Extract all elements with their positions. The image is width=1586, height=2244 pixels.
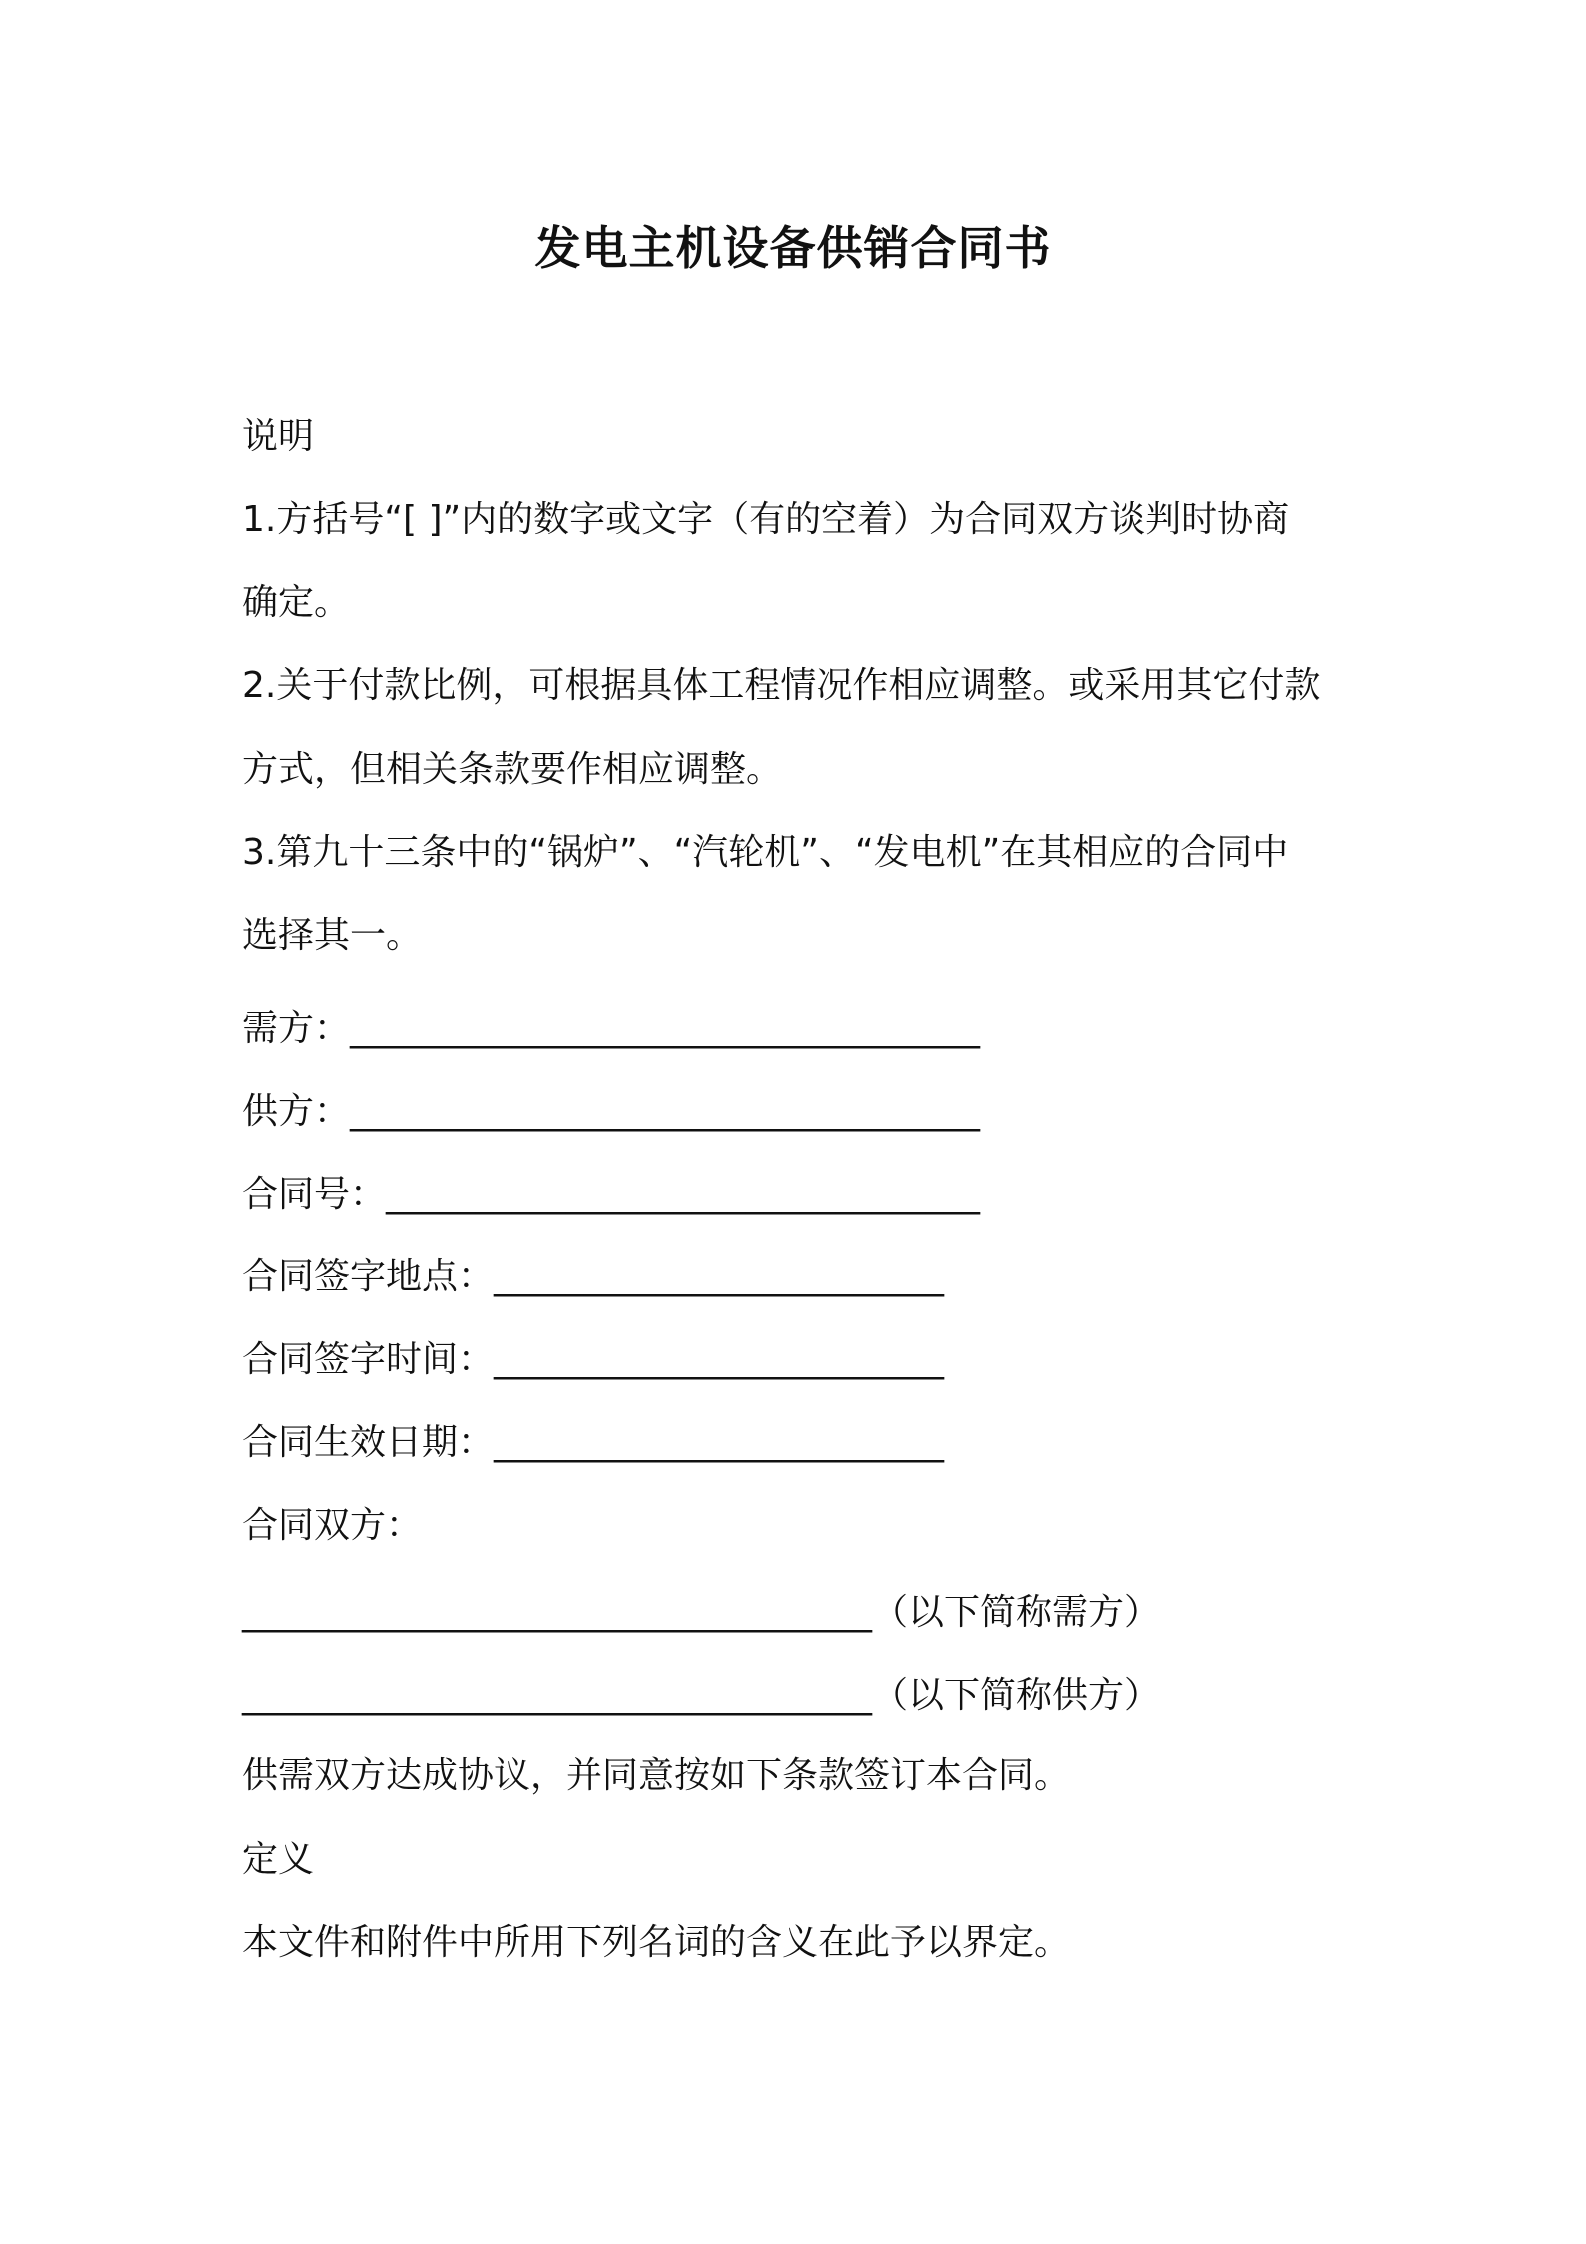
note-1-line-2: 确定。 <box>242 582 351 623</box>
note-3-line-1: 3.第九十三条中的“锅炉”、“汽轮机”、“发电机”在其相应的合同中 <box>242 832 1289 873</box>
agreement-statement: 供需双方达成协议，并同意按如下条款签订本合同。 <box>242 1755 1071 1796</box>
supplier-party-line: ___________________________________（以下简称供方） <box>242 1675 1161 1716</box>
signing-place-field: 合同签字地点：_________________________ <box>242 1256 945 1297</box>
buyer-field: 需方：___________________________________ <box>242 1008 981 1049</box>
effective-date-field: 合同生效日期：_________________________ <box>242 1422 945 1463</box>
document-title: 发电主机设备供销合同书 <box>534 221 1052 275</box>
note-2-line-2: 方式，但相关条款要作相应调整。 <box>242 749 783 790</box>
section-heading-notes: 说明 <box>242 416 315 457</box>
supplier-field: 供方：___________________________________ <box>242 1091 981 1132</box>
definitions-intro: 本文件和附件中所用下列名词的含义在此予以界定。 <box>242 1922 1071 1963</box>
buyer-party-line: ___________________________________（以下简称需方） <box>242 1592 1161 1633</box>
contract-number-field: 合同号：_________________________________ <box>242 1174 981 1215</box>
signing-time-field: 合同签字时间：_________________________ <box>242 1339 945 1380</box>
section-heading-definitions: 定义 <box>242 1839 315 1880</box>
note-1-line-1: 1.方括号“[ ]”内的数字或文字（有的空着）为合同双方谈判时协商 <box>242 499 1290 540</box>
parties-heading: 合同双方： <box>242 1505 423 1546</box>
note-3-line-2: 选择其一。 <box>242 915 423 956</box>
note-2-line-1: 2.关于付款比例，可根据具体工程情况作相应调整。或采用其它付款 <box>242 665 1321 706</box>
